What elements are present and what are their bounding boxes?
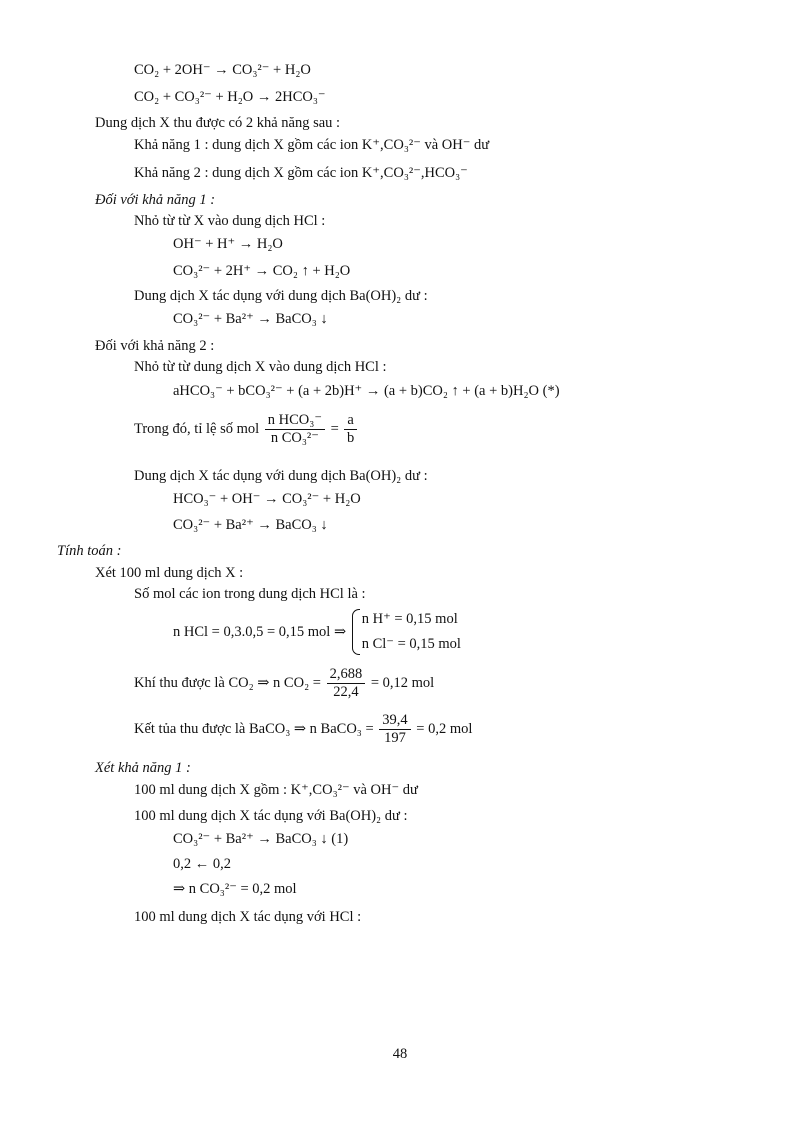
ab-fraction	[344, 412, 356, 447]
section-heading: Tính toán :	[57, 543, 122, 559]
hcl-mol-text: n HCl = 0,3.0,5 = 0,15 mol ⇒	[173, 624, 347, 640]
ion-mol-cl: n Cl⁻ = 0,15 mol	[361, 636, 461, 652]
fraction-denominator: b	[347, 430, 355, 446]
text-line: Dung dịch X tác dụng với dung dịch Ba(OH)₂ dư :	[134, 288, 428, 304]
text-line: Dung dịch X thu được có 2 khả năng sau :	[95, 115, 341, 131]
fraction-numerator: a	[344, 412, 356, 430]
section-heading: Đối với khả năng 1 :	[95, 192, 216, 208]
baco3-result: = 0,2 mol	[416, 720, 473, 737]
text-line: Nhỏ từ từ dung dịch X vào dung dịch HCl :	[134, 359, 387, 375]
mol-ratio-fraction	[265, 412, 325, 447]
co2-mol-line	[134, 666, 434, 701]
ion-mol-system	[350, 607, 461, 657]
co2-text: Khí thu được là CO₂ ⇒ n CO₂ =	[134, 674, 321, 691]
equation-line: aHCO₃⁻ + bCO₃²⁻ + (a + 2b)H⁺ → (a + b)CO₂ ↑ + (a + b)H₂O (*)	[173, 383, 560, 399]
text-line: 100 ml dung dịch X gồm : K⁺,CO₃²⁻ và OH⁻ dư	[134, 782, 418, 798]
text-line: Số mol các ion trong dung dịch HCl là :	[134, 586, 366, 602]
baco3-text: Kết tủa thu được là BaCO₃ ⇒ n BaCO₃ =	[134, 720, 374, 737]
text-line: Dung dịch X tác dụng với dung dịch Ba(OH)₂ dư :	[134, 468, 428, 484]
co2-fraction	[327, 666, 366, 701]
baco3-fraction	[379, 712, 410, 747]
ratio-line	[134, 412, 359, 447]
text-line: 100 ml dung dịch X tác dụng với HCl :	[134, 909, 362, 925]
equation-line: CO₃²⁻ + Ba²⁺ → BaCO₃ ↓ (1)	[173, 831, 349, 847]
equation-line: HCO₃⁻ + OH⁻ → CO₃²⁻ + H₂O	[173, 491, 361, 507]
ratio-text: Trong đó, tỉ lệ số mol	[134, 420, 260, 437]
text-line: Khả năng 1 : dung dịch X gồm các ion K⁺,CO₃²⁻ và OH⁻ dư	[134, 137, 490, 153]
fraction-denominator: 22,4	[333, 684, 359, 700]
equation-line: OH⁻ + H⁺ → H₂O	[173, 236, 283, 252]
text-line: Nhỏ từ từ X vào dung dịch HCl :	[134, 213, 326, 229]
fraction-numerator: n HCO₃⁻	[265, 412, 325, 430]
text-line: Xét 100 ml dung dịch X :	[95, 565, 244, 581]
fraction-denominator: 197	[384, 730, 406, 746]
equation-line: CO₂ + 2OH⁻ → CO₃²⁻ + H₂O	[134, 62, 311, 78]
fraction-numerator: 2,688	[327, 666, 366, 684]
equals-sign: =	[330, 420, 339, 437]
equation-line: CO₃²⁻ + Ba²⁺ → BaCO₃ ↓	[173, 517, 328, 533]
text-line: Khả năng 2 : dung dịch X gồm các ion K⁺,CO₃²⁻,HCO₃⁻	[134, 165, 468, 181]
result-line: ⇒ n CO₃²⁻ = 0,2 mol	[173, 881, 297, 897]
co2-result: = 0,12 mol	[370, 674, 435, 691]
section-heading: Đối với khả năng 2 :	[95, 338, 215, 354]
equation-line: CO₃²⁻ + Ba²⁺ → BaCO₃ ↓	[173, 311, 328, 327]
page-number: 48	[392, 1046, 408, 1062]
ion-mol-h: n H⁺ = 0,15 mol	[361, 611, 458, 627]
equation-line: CO₂ + CO₃²⁻ + H₂O → 2HCO₃⁻	[134, 89, 326, 105]
equation-line: CO₃²⁻ + 2H⁺ → CO₂ ↑ + H₂O	[173, 263, 351, 279]
section-heading: Xét khả năng 1 :	[95, 760, 191, 776]
baco3-mol-line	[134, 712, 472, 747]
hcl-mol-line	[173, 607, 461, 657]
fraction-denominator: n CO₃²⁻	[270, 430, 319, 446]
fraction-numerator: 39,4	[379, 712, 410, 730]
stoichiometry-line: 0,2 ← 0,2	[173, 856, 231, 872]
text-line: 100 ml dung dịch X tác dụng với Ba(OH)₂ dư :	[134, 808, 408, 824]
